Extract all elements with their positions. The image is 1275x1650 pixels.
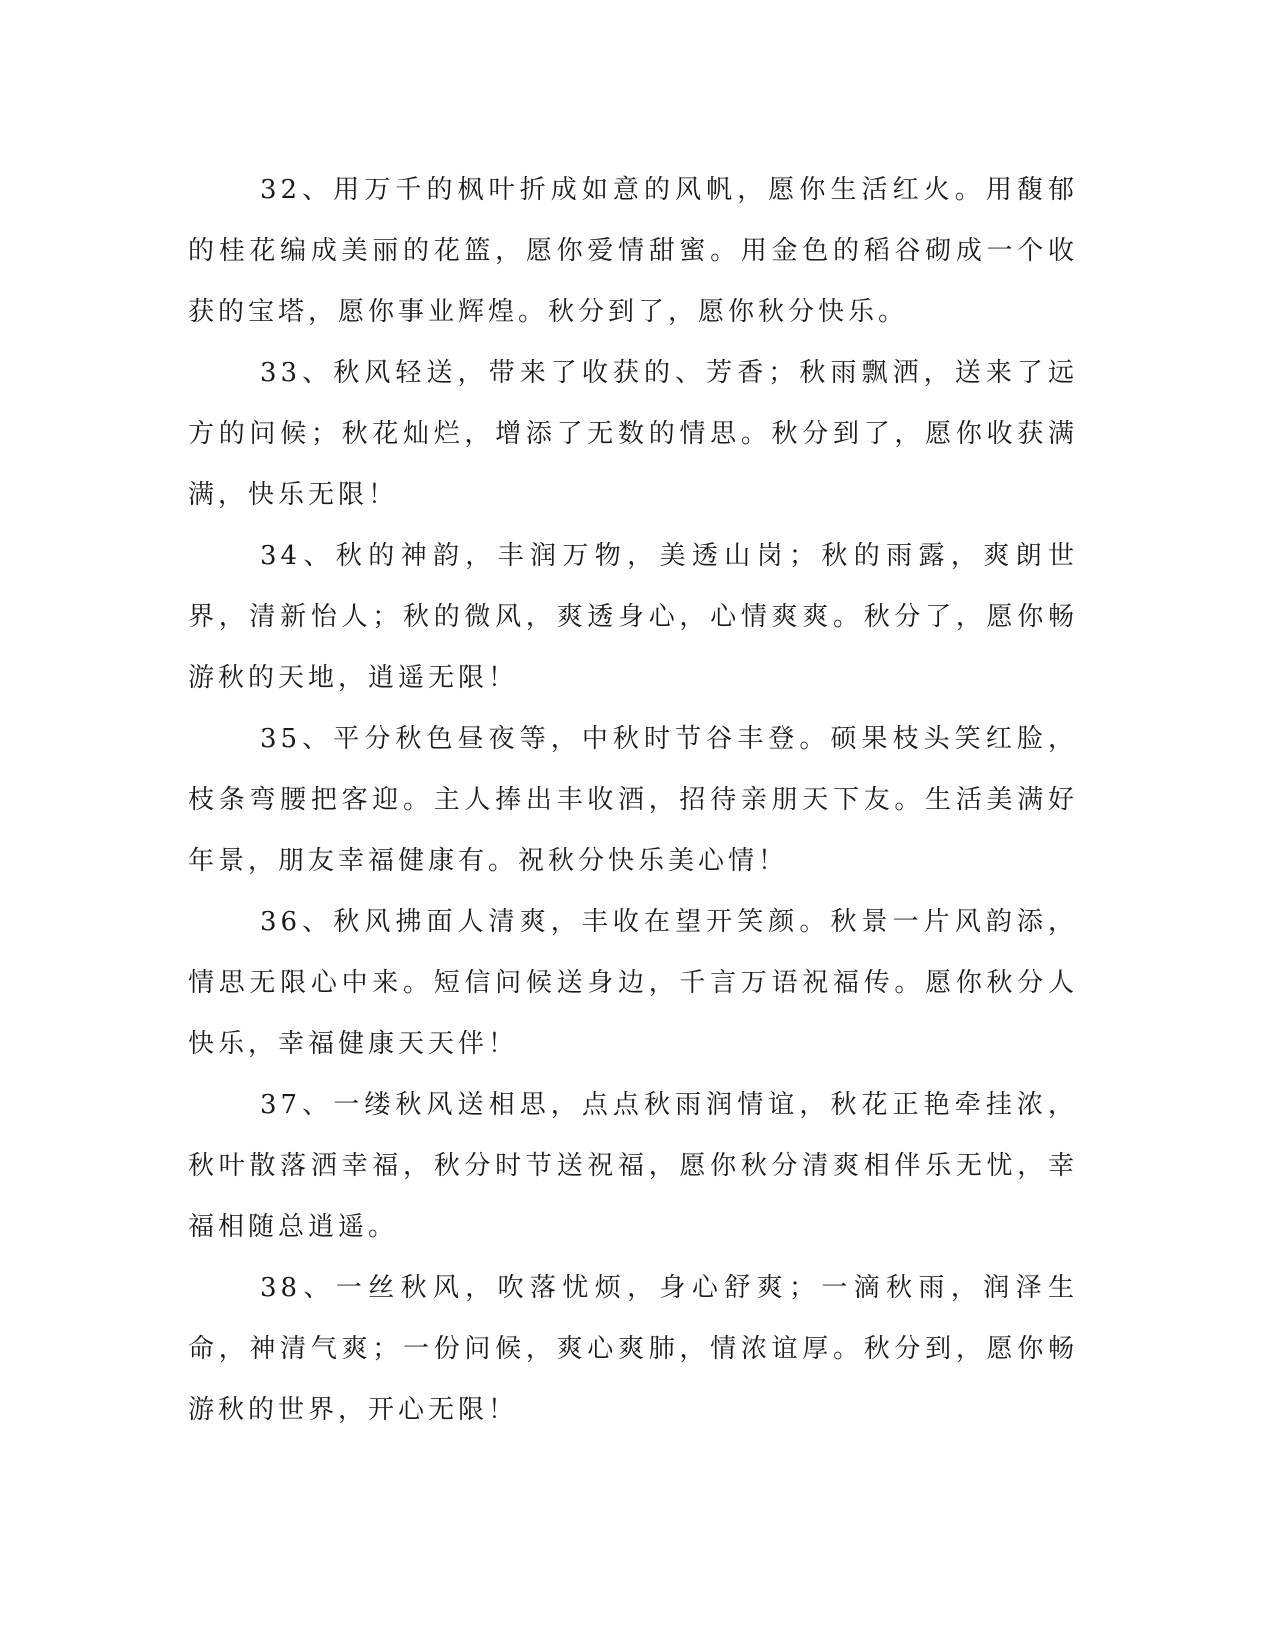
- paragraph-34: 34、秋的神韵，丰润万物，美透山岗；秋的雨露，爽朗世界，清新怡人；秋的微风，爽透身心，心情爽爽。秋分了，愿你畅游秋的天地，逍遥无限！: [188, 541, 1078, 693]
- paragraph-33: 33、秋风轻送，带来了收获的、芳香；秋雨飘洒，送来了远方的问候；秋花灿烂，增添了无数的情思。秋分到了，愿你收获满满，快乐无限！: [188, 358, 1078, 510]
- paragraph-35: 35、平分秋色昼夜等，中秋时节谷丰登。硕果枝头笑红脸，枝条弯腰把客迎。主人捧出丰收酒，招待亲朋天下友。生活美满好年景，朋友幸福健康有。祝秋分快乐美心情！: [188, 724, 1078, 876]
- paragraph-32: 32、用万千的枫叶折成如意的风帆，愿你生活红火。用馥郁的桂花编成美丽的花篮，愿你爱情甜蜜。用金色的稻谷砌成一个收获的宝塔，愿你事业辉煌。秋分到了，愿你秋分快乐。: [188, 175, 1078, 327]
- paragraph-38: 38、一丝秋风，吹落忧烦，身心舒爽；一滴秋雨，润泽生命，神清气爽；一份问候，爽心爽肺，情浓谊厚。秋分到，愿你畅游秋的世界，开心无限！: [188, 1273, 1078, 1425]
- paragraph-37: 37、一缕秋风送相思，点点秋雨润情谊，秋花正艳牵挂浓，秋叶散落洒幸福，秋分时节送祝福，愿你秋分清爽相伴乐无忧，幸福相随总逍遥。: [188, 1090, 1078, 1242]
- document-body: [188, 160, 1078, 1441]
- paragraph-36: 36、秋风拂面人清爽，丰收在望开笑颜。秋景一片风韵添，情思无限心中来。短信问候送身边，千言万语祝福传。愿你秋分人快乐，幸福健康天天伴！: [188, 907, 1078, 1059]
